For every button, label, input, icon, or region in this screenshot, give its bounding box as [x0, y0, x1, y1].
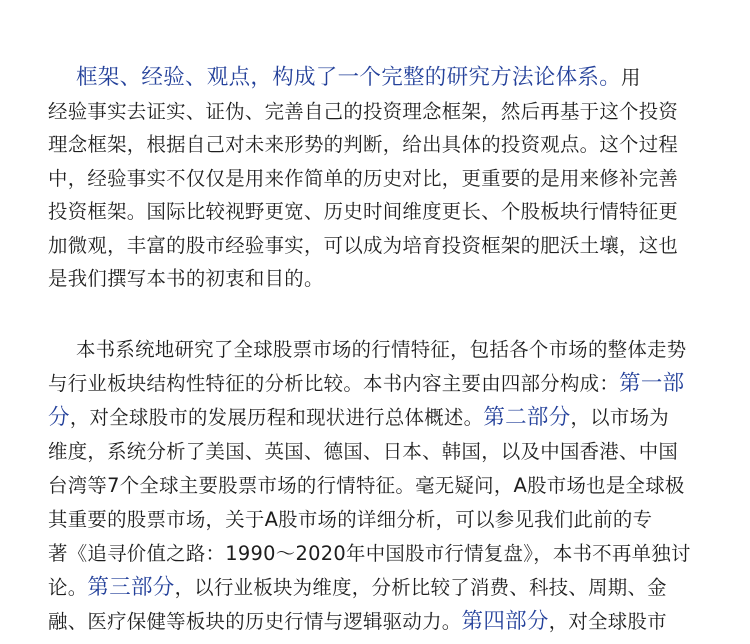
text-line: [48, 571, 698, 605]
text-segment: ，对全球股市: [548, 610, 667, 633]
text-segment: 本书系统地研究了全球股票市场的行情特征，包括各个市场的整体走势: [76, 338, 687, 361]
text-segment: 台湾等7个全球主要股票市场的行情特征。毫无疑问，A股市场也是全球极: [48, 474, 685, 497]
text-line: [48, 367, 698, 401]
text-line: [48, 195, 698, 229]
text-line: [48, 262, 698, 296]
text-segment: 用: [621, 66, 641, 89]
highlighted-phrase: 框架、经验、观点，构成了一个完整的研究方法论体系。: [76, 65, 622, 90]
text-segment: 论。: [48, 576, 88, 599]
text-line: [48, 537, 698, 571]
text-segment: 经验事实去证实、证伪、完善自己的投资理念框架，然后再基于这个投资: [48, 99, 679, 123]
highlighted-phrase: 第一部: [619, 371, 685, 396]
text-segment: 投资框架。国际比较视野更宽、历史时间维度更长、个股板块行情特征更: [48, 200, 679, 223]
highlighted-phrase: 第三部分: [87, 575, 175, 600]
text-line: [48, 162, 698, 196]
text-line: [48, 128, 698, 162]
text-segment: 理念框架，根据自己对未来形势的判断，给出具体的投资观点。这个过程: [48, 133, 679, 156]
text-segment: ，以市场为: [570, 406, 669, 429]
paragraph-methodology: [48, 61, 698, 296]
text-segment: 融、医疗保健等板块的历史行情与逻辑驱动力。: [48, 610, 462, 633]
text-line: [48, 229, 698, 263]
text-segment: 其重要的股票市场，关于A股市场的详细分析，可以参见我们此前的专: [48, 508, 653, 531]
highlighted-phrase: 分: [48, 405, 70, 430]
text-line: [48, 95, 698, 129]
text-segment: ，对全球股市的发展历程和现状进行总体概述。: [69, 406, 484, 429]
text-segment: 著《追寻价值之路：1990～2020年中国股市行情复盘》，本书不再单独讨: [48, 542, 691, 565]
text-segment: 中，经验事实不仅仅是用来作简单的历史对比，更重要的是用来修补完善: [48, 166, 679, 190]
text-line: [48, 401, 698, 435]
text-segment: 维度，系统分析了美国、英国、德国、日本、韩国，以及中国香港、中国: [48, 440, 679, 463]
text-line: [48, 605, 698, 639]
highlighted-phrase: 第二部分: [483, 405, 571, 430]
text-segment: 与行业板块结构性特征的分析比较。本书内容主要由四部分构成：: [48, 372, 620, 395]
text-segment: 加微观，丰富的股市经验事实，可以成为培育投资框架的肥沃土壤，这也: [48, 233, 679, 257]
paragraph-book-structure: [48, 333, 698, 639]
text-segment: ，以行业板块为维度，分析比较了消费、科技、周期、金: [174, 576, 667, 599]
text-line: [48, 61, 698, 95]
text-line: [48, 469, 698, 503]
text-line: [48, 503, 698, 537]
text-line: [48, 435, 698, 469]
highlighted-phrase: 第四部分: [461, 609, 549, 634]
text-segment: 是我们撰写本书的初衷和目的。: [48, 267, 324, 290]
text-line: [48, 333, 698, 367]
